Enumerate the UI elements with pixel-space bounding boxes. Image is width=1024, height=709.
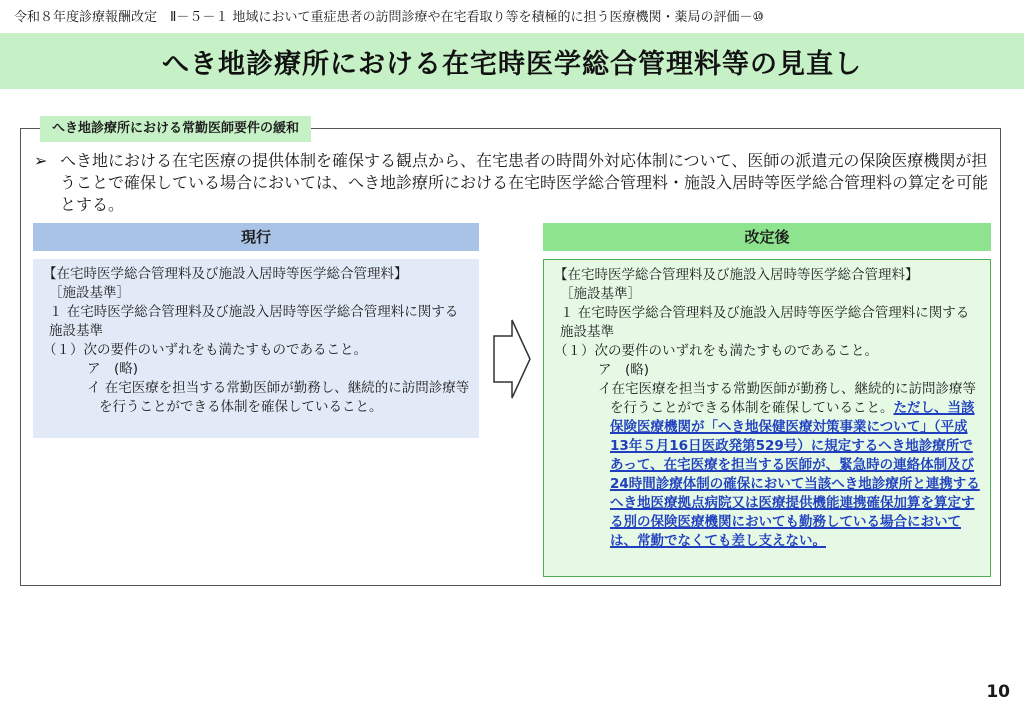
revised-item — [554, 380, 982, 551]
current-line: ［施設基準］ — [49, 285, 130, 301]
current-line: ア (略) — [87, 361, 139, 377]
right-arrow-icon — [492, 318, 532, 400]
revised-line: （１）次の要件のいずれをも満たすものであること。 — [554, 343, 878, 359]
current-line: 【在宅時医学総合管理料及び施設入居時等医学総合管理料】 — [43, 266, 408, 282]
page-number: 10 — [986, 682, 1010, 702]
current-line: １ 在宅時医学総合管理料及び施設入居時等医学総合管理料に関する施設基準 — [49, 304, 459, 339]
page-title: へき地診療所における在宅時医学総合管理料等の見直し — [162, 48, 862, 80]
revised-line: 【在宅時医学総合管理料及び施設入居時等医学総合管理料】 — [554, 267, 919, 283]
header-line: 令和８年度診療報酬改定 Ⅱ－５－１ 地域において重症患者の訪問診療や在宅看取り等を積極的に担う医療機関・薬局の評価－⑩ — [14, 10, 765, 25]
title-banner — [0, 33, 1024, 89]
intro-text: へき地における在宅医療の提供体制を確保する観点から、在宅患者の時間外対応体制について、医師の派遣元の保険医療機関が担うことで確保している場合においては、へき地診療所における在宅時医学総合管理料・施設入居時等医学総合管理料の算定を可能とする。 — [60, 151, 989, 214]
current-line: （１）次の要件のいずれをも満たすものであること。 — [43, 342, 367, 358]
revised-line: ［施設基準］ — [560, 286, 641, 302]
revised-line: ア (略) — [598, 362, 650, 378]
intro-paragraph — [34, 150, 996, 216]
revised-box — [543, 259, 991, 577]
current-heading: 現行 — [33, 223, 479, 251]
revised-line: イ在宅医療を担当する常勤医師が勤務し、継続的に訪問診療等を行うことができる体制を確保していること。 — [598, 381, 976, 416]
revised-line: １ 在宅時医学総合管理料及び施設入居時等医学総合管理料に関する施設基準 — [560, 305, 970, 340]
bullet-arrow-icon: ➢ — [34, 151, 48, 170]
current-box — [33, 259, 479, 438]
revised-heading: 改定後 — [543, 223, 991, 251]
current-line: イ 在宅医療を担当する常勤医師が勤務し、継続的に訪問診療等を行うことができる体制を確保していること。 — [87, 380, 470, 415]
section-tag: へき地診療所における常勤医師要件の緩和 — [40, 116, 311, 142]
added-text: ただし、当該保険医療機関が「へき地保健医療対策事業について」（平成13年５月16日医政発第529号）に規定するへき地診療所であって、在宅医療を担当する医師が、緊急時の連絡体制及び24時間診療体制の確保において当該へき地診療所と連携するへき地医療拠点病院又は医療提供機能連携確保加算を算定する別の保険医療機関においても勤務している場合においては、常勤でなくても差し支えない。 — [610, 400, 980, 549]
